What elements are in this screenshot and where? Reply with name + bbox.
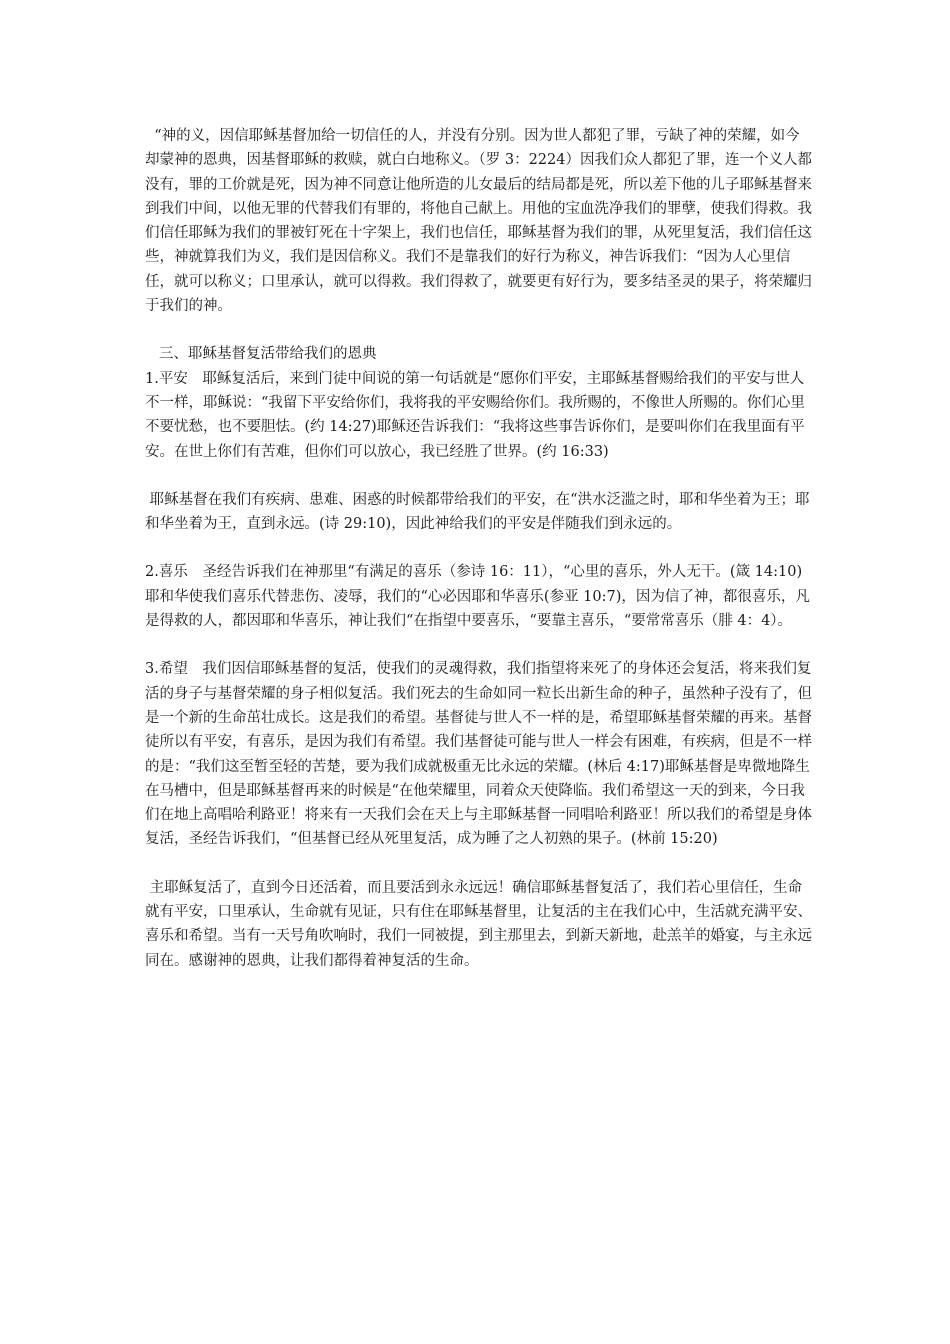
section-heading: 三、耶稣基督复活带给我们的恩典 xyxy=(159,346,377,363)
paragraph-spacer xyxy=(145,633,813,657)
paragraph-peace-continued: 耶稣基督在我们有疾病、患难、困惑的时候都带给我们的平安，在“洪水泛滥之时，耶和华坐着为王；耶和华坐着为王，直到永远。(诗 29:10)，因此神给我们的平安是伴随我们到永远的。 xyxy=(145,491,810,533)
document-body xyxy=(145,124,813,973)
paragraph-joy: 2.喜乐 圣经告诉我们在神那里“有满足的喜乐（参诗 16：11），“心里的喜乐，外人无干。(箴 14:10)耶和华使我们喜乐代替悲伤、凌辱，我们的“心必因耶和华喜乐(参亚 10:7)，因为信了神，都很喜乐，凡是得救的人，都因耶和华喜乐，神让我们“在指望中要喜乐，“要靠主喜乐，“要常常喜乐（腓 4：4）。 xyxy=(145,564,810,630)
paragraph-hope: 3.希望 我们因信耶稣基督的复活，使我们的灵魂得救，我们指望将来死了的身体还会复活，将来我们复活的身子与基督荣耀的身子相似复活。我们死去的生命如同一粒长出新生命的种子，虽然种子没有了，但是一个新的生命茁壮成长。这是我们的希望。基督徒与世人不一样的是，希望耶稣基督荣耀的再来。基督徒所以有平安，有喜乐，是因为我们有希望。我们基督徒可能与世人一样会有困难，有疾病，但是不一样的是：“我们这至暂至轻的苦楚，要为我们成就极重无比永远的荣耀。(林后 4:17)耶稣基督是卑微地降生在马槽中，但是耶稣基督再来的时候是“在他荣耀里，同着众天使降临。我们希望这一天的到来，今日我们在地上高唱哈利路亚！将来有一天我们会在天上与主耶稣基督一同唱哈利路亚！所以我们的希望是身体复活，圣经告诉我们，“但基督已经从死里复活，成为睡了之人初熟的果子。(林前 15:20) xyxy=(145,661,812,848)
paragraph-conclusion: 主耶稣复活了，直到今日还活着，而且要活到永永远远！确信耶稣基督复活了，我们若心里信任，生命就有平安，口里承认，生命就有见证，只有住在耶稣基督里，让复活的主在我们心中，生活就充满平安、喜乐和希望。当有一天号角吹响时，我们一同被提，到主那里去，到新天新地，赴羔羊的婚宴，与主永远同在。感谢神的恩典，让我们都得着神复活的生命。 xyxy=(145,879,812,969)
paragraph-righteousness: “神的义，因信耶稣基督加给一切信任的人，并没有分别。因为世人都犯了罪，亏缺了神的荣耀，如今却蒙神的恩典，因基督耶稣的救赎，就白白地称义。（罗 3：2224）因我们众人都犯了罪，连一个义人都没有，罪的工价就是死，因为神不同意让他所造的儿女最后的结局都是死，所以差下他的儿子耶稣基督来到我们中间，以他无罪的代替我们有罪的，将他自己献上。用他的宝血洗净我们的罪孽，使我们得救。我们信任耶稣为我们的罪被钉死在十字架上，我们也信任，耶稣基督为我们的罪，从死里复活，我们信任这些，神就算我们为义，我们是因信称义。我们不是靠我们的好行为称义，神告诉我们：“因为人心里信任，就可以称义；口里承认，就可以得救。我们得救了，就要更有好行为，要多结圣灵的果子，将荣耀归于我们的神。 xyxy=(145,128,812,315)
paragraph-peace: 1.平安 耶稣复活后，来到门徒中间说的第一句话就是“愿你们平安，主耶稣基督赐给我们的平安与世人不一样，耶稣说：“我留下平安给你们，我将我的平安赐给你们。我所赐的，不像世人所赐的。你们心里不要忧愁，也不要胆怯。(约 14:27)耶稣还告诉我们：“我将这些事告诉你们，是要叫你们在我里面有平安。在世上你们有苦难，但你们可以放心，我已经胜了世界。(约 16:33) xyxy=(145,370,805,460)
paragraph-spacer xyxy=(145,852,813,876)
paragraph-spacer xyxy=(145,318,813,342)
paragraph-spacer xyxy=(145,536,813,560)
paragraph-spacer xyxy=(145,464,813,488)
